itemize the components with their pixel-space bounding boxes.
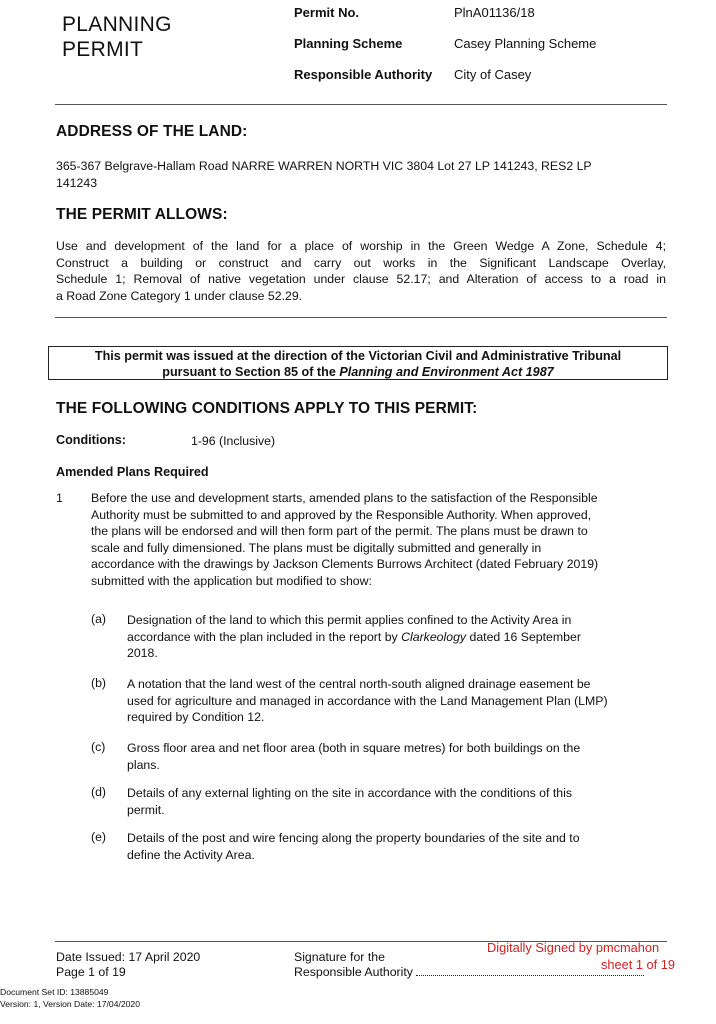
title-line-1: PLANNING — [62, 13, 172, 36]
condition-1-line: submitted with the application but modified to show: — [91, 573, 372, 588]
sub-item-c-line-1: Gross floor area and net floor area (both in square metres) for both buildings on the — [127, 741, 581, 755]
sub-item-d-line-2: permit. — [127, 802, 165, 817]
address-heading: ADDRESS OF THE LAND: — [56, 123, 248, 140]
sub-item-letter-b: (b) — [91, 676, 107, 690]
amended-plans-subheading: Amended Plans Required — [56, 465, 209, 479]
sub-item-b-line-2: used for agriculture and managed in accordance with the Land Management Plan (LMP) — [127, 693, 608, 708]
header-divider — [55, 104, 667, 105]
condition-1-line: the plans will be endorsed and will then form part of the permit. The plans must be drawn to — [91, 524, 588, 538]
permit-no-value: PlnA01136/18 — [454, 5, 535, 20]
sub-item-a-line-3: 2018. — [127, 646, 158, 660]
document-title — [62, 12, 212, 62]
signature-label-1: Signature for the — [294, 950, 385, 964]
sub-item-a-line-2-suffix: dated 16 September — [466, 629, 581, 644]
sub-item-c-line-2: plans. — [127, 757, 160, 772]
sub-item-e — [127, 830, 672, 863]
permit-no-label: Permit No. — [294, 5, 360, 20]
condition-1-text — [91, 490, 671, 589]
allows-line-1: Use and development of the land for a place of worship in the Green Wedge A Zone, Schedule 4; — [56, 239, 666, 253]
sub-item-a — [127, 612, 672, 662]
vcat-line-2 — [49, 364, 667, 380]
responsible-authority-label: Responsible Authority — [294, 67, 433, 82]
address-text — [56, 158, 666, 191]
sub-item-d — [127, 785, 672, 818]
title-line-2: PERMIT — [62, 38, 144, 61]
clarkeology-name: Clarkeology — [401, 629, 467, 644]
vcat-line-1: This permit was issued at the direction of the Victorian Civil and Administrative Tribunal — [94, 349, 622, 363]
sub-item-d-line-1: Details of any external lighting on the site in accordance with the conditions of this — [127, 786, 572, 800]
condition-1-line: scale and fully dimensioned. The plans must be digitally submitted and generally in — [91, 540, 542, 555]
sub-item-letter-d: (d) — [91, 785, 107, 799]
sub-item-a-line-2 — [127, 629, 672, 646]
allows-line-4: a Road Zone Category 1 under clause 52.29. — [56, 288, 303, 303]
vcat-notice-box — [48, 346, 668, 380]
sub-item-b-line-1: A notation that the land west of the central north-south aligned drainage easement be — [127, 677, 591, 691]
sub-item-e-line-2: define the Activity Area. — [127, 847, 255, 862]
sub-item-letter-e: (e) — [91, 830, 107, 844]
allows-line-2: Construct a building or construct and carry out works in the Significant Landscape Overlay, — [56, 255, 666, 270]
address-line-1: 365-367 Belgrave-Hallam Road NARRE WARREN NORTH VIC 3804 Lot 27 LP 141243, RES2 LP — [56, 159, 592, 173]
condition-number: 1 — [56, 491, 63, 505]
conditions-heading: THE FOLLOWING CONDITIONS APPLY TO THIS PERMIT: — [56, 400, 478, 417]
signature-label-2: Responsible Authority — [294, 965, 413, 979]
address-line-2: 141243 — [56, 175, 98, 190]
vcat-act-name: Planning and Environment Act 1987 — [339, 365, 554, 379]
condition-1-line: Before the use and development starts, amended plans to the satisfaction of the Responsible — [91, 491, 598, 505]
conditions-range: 1-96 (Inclusive) — [191, 434, 276, 448]
planning-scheme-value: Casey Planning Scheme — [454, 36, 597, 51]
planning-scheme-label: Planning Scheme — [294, 36, 403, 51]
allows-divider — [55, 317, 667, 318]
digital-signature: Digitally Signed by pmcmahon — [487, 940, 660, 955]
footer-left — [56, 950, 200, 980]
responsible-authority-value: City of Casey — [454, 67, 532, 82]
page-number: Page 1 of 19 — [56, 965, 126, 979]
condition-1-line: accordance with the drawings by Jackson Clements Burrows Architect (dated February 2019) — [91, 557, 599, 571]
allows-line-3: Schedule 1; Removal of native vegetation under clause 52.17; and Alteration of access to a road in — [56, 272, 666, 286]
document-set-id: Document Set ID: 13885049 — [0, 987, 109, 997]
vcat-line-2-prefix: pursuant to Section 85 of the — [162, 365, 340, 379]
sub-item-letter-c: (c) — [91, 740, 106, 754]
date-issued: Date Issued: 17 April 2020 — [56, 950, 201, 964]
permit-allows-heading: THE PERMIT ALLOWS: — [56, 206, 228, 223]
sub-item-a-line-1: Designation of the land to which this permit applies confined to the Activity Area in — [127, 613, 572, 627]
sub-item-e-line-1: Details of the post and wire fencing along the property boundaries of the site and to — [127, 831, 580, 845]
sub-item-c — [127, 740, 672, 773]
sub-item-b-line-3: required by Condition 12. — [127, 710, 265, 724]
sheet-count: sheet 1 of 19 — [601, 957, 675, 972]
sub-item-a-line-2-prefix: accordance with the plan included in the report by — [127, 629, 402, 644]
sub-item-letter-a: (a) — [91, 612, 107, 626]
version-info: Version: 1, Version Date: 17/04/2020 — [0, 999, 140, 1009]
condition-1-line: Authority must be submitted to and approved by the Responsible Authority. When approved, — [91, 507, 592, 522]
permit-allows-text — [56, 238, 666, 304]
sub-item-b — [127, 676, 672, 726]
conditions-label: Conditions: — [56, 433, 126, 447]
